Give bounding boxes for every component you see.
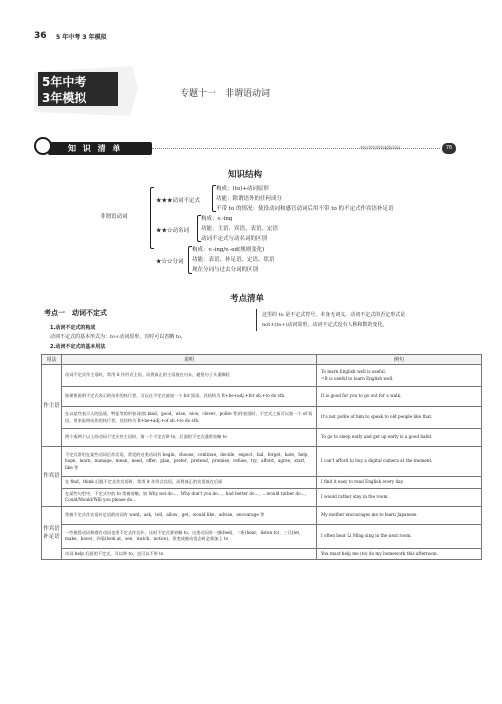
table-row bbox=[42, 429, 482, 447]
table-cell-desc: 常接不定式作宾语补足语的动词有 want，ask，tell，allow，get，would like，advise，encourage 等 bbox=[62, 506, 317, 524]
sub1-title: 1.动词不定式的构成 bbox=[50, 325, 96, 331]
table-cell-desc: 动词不定式作主语时，常用 it 作形式主语，而将真正的主语放在句末，避免句子头重脚轻 bbox=[62, 365, 317, 387]
table-cell-example: It's not polite of him to speak to old people like that. bbox=[317, 407, 482, 429]
banner-note: 对应学生用书起始页码 bbox=[360, 145, 400, 150]
table-row bbox=[42, 477, 482, 489]
table-header-use: 用法 bbox=[42, 355, 62, 365]
note-line: 这里的 to 是不定式符号，本身无词义。动词不定式的否定形式是 bbox=[262, 312, 406, 318]
table-row bbox=[42, 524, 482, 548]
points-title: 考点清单 bbox=[230, 294, 265, 304]
table-cell-use: 作宾语 bbox=[42, 447, 62, 507]
logo-text-top: 5年中考 bbox=[42, 75, 87, 89]
tree-brace-root bbox=[150, 187, 154, 249]
table-cell-example: I often hear Li Ming sing in the next room. bbox=[317, 524, 482, 548]
tree-inf-item: 功能：除谓语外的任何成分 bbox=[216, 196, 283, 202]
tree-inf-label: ★★★动词不定式 bbox=[156, 198, 201, 204]
logo-text-bottom: 3年模拟 bbox=[42, 91, 87, 105]
tree-ger-label: ★★☆动名词 bbox=[156, 228, 190, 234]
table-cell-desc: 在 find，think 后跟不定式作宾语时，常用 it 作形式宾语，而将真正的宾语放在后面 bbox=[62, 477, 317, 489]
table-cell-example: To learn English well is useful. =It is useful to learn English well. bbox=[317, 365, 482, 387]
table-cell-example: My mother encourages me to learn Japanese. bbox=[317, 506, 482, 524]
tree-ger-item: 构成：v.-ing bbox=[201, 216, 233, 222]
table-row bbox=[42, 365, 482, 387]
banner-title: 知 识 清 单 bbox=[68, 144, 123, 153]
table-cell-example: I can't afford to buy a digital camera at the moment. bbox=[317, 447, 482, 477]
table-cell-desc: 不定式常用在某些动词后作宾语，常见的这类动词有 begin，choose，continue，decide，expect，fail，forget，hate，help，hope，learn，manage，mean，need，offer，plan，prefer，pretend，promise，refuse，try，afford，agree，start，like 等 bbox=[62, 447, 317, 477]
table-cell-example: It is good for you to go out for a walk. bbox=[317, 387, 482, 407]
tree-inf-item: 构成：(to)+动词原形 bbox=[216, 186, 269, 192]
table-row bbox=[42, 548, 482, 560]
tree-ger-item: 动词不定式与动名词的区别 bbox=[201, 236, 268, 242]
table-cell-desc: 在以某些表示人的品质、特征等的形容词(如 kind，good，wise，nice，clever，polite 等)作表语时，不定式之前可以加一个 of 短语，用来说明动作的执行者。其结构为 It+be+adj.+of sb.+to do sth. bbox=[62, 407, 317, 429]
book-logo bbox=[34, 66, 138, 116]
tree-inf-item: 不带 to 的情况：使役动词和感官动词后用不带 to 的不定式作宾语补足语 bbox=[216, 206, 394, 212]
tree-ger-item: 功能：主语、宾语、表语、定语 bbox=[201, 226, 279, 232]
table-cell-example: I would rather stay in the room. bbox=[317, 488, 482, 506]
table-row bbox=[42, 506, 482, 524]
table-cell-use: 作宾语补足语 bbox=[42, 506, 62, 560]
sub2-title: 2.动词不定式的基本用法 bbox=[50, 344, 106, 350]
table-cell-example: To go to sleep early and get up early is a good habit. bbox=[317, 429, 482, 447]
tree-par-item: 功能：表语、补足语、定语、状语 bbox=[192, 257, 275, 263]
series-title: 5 年中考 3 年模拟 bbox=[56, 34, 107, 41]
table-cell-desc: 如果要说明不定式表示的动作的执行者，可以在不定式前加一个 for 短语。其结构为 It+be+adj.+for sb.+to do sth. bbox=[62, 387, 317, 407]
tree-par-label: ★☆☆分词 bbox=[156, 259, 184, 265]
kp1-title: 考点一 动词不定式 bbox=[44, 309, 107, 317]
table-header-desc: 说明 bbox=[62, 355, 317, 365]
page-badge: 76 bbox=[442, 143, 456, 154]
table-body bbox=[42, 365, 482, 560]
table-cell-desc: 两个或两个以上的动词不定式作主语时，第一个不定式带 to，后面的不定式通常省略 to bbox=[62, 429, 317, 447]
table-cell-example: I find it easy to read English every day. bbox=[317, 477, 482, 489]
tree-par-item: 构成：v.-ing/v.-ed(规则变化) bbox=[192, 247, 265, 253]
magnifier-icon bbox=[34, 137, 52, 155]
page-number: 36 bbox=[34, 31, 47, 41]
table-cell-desc: 一些使役动词和感官动词也用不定式作宾补，这时不定式要省略 to。这类动词有一感(feel)、二听(hear，listen to)、三让(let，make，have)、四看(look at，see，watch，notice)。但变成被动语态时必须加上 to bbox=[62, 524, 317, 548]
structure-title: 知识结构 bbox=[228, 170, 263, 180]
table-header-example: 例句 bbox=[317, 355, 482, 365]
table-cell-example: You must help me (to) do my homework this afternoon. bbox=[317, 548, 482, 560]
sub1-text: 动词不定式的基本形式为：to+动词原形，有时可以省略 to。 bbox=[50, 334, 186, 340]
usage-table bbox=[41, 354, 482, 560]
tree-root: 非谓语动词 bbox=[100, 214, 128, 220]
table-cell-use: 作主语 bbox=[42, 365, 62, 447]
table-row bbox=[42, 407, 482, 429]
table-cell-desc: 在某些句型中，不定式中的 to 常被省略，如 Why not do...，Why don't you do...，had better do...，...would rather do...，Could/Would/Will you please do... bbox=[62, 488, 317, 506]
tree-par-item: 现在分词与过去分词的区别 bbox=[192, 267, 259, 273]
table-row bbox=[42, 447, 482, 477]
topic-title: 专题十一 非谓语动词 bbox=[180, 89, 271, 99]
table-row bbox=[42, 488, 482, 506]
table-cell-desc: 动词 help 后面的不定式，可以带 to，也可以不带 to bbox=[62, 548, 317, 560]
table-row bbox=[42, 387, 482, 407]
note-line: not+(to+)动词原形。动词不定式没有人称和数的变化。 bbox=[262, 322, 388, 328]
logo-graphic bbox=[34, 66, 138, 116]
table-header-row bbox=[42, 355, 482, 365]
